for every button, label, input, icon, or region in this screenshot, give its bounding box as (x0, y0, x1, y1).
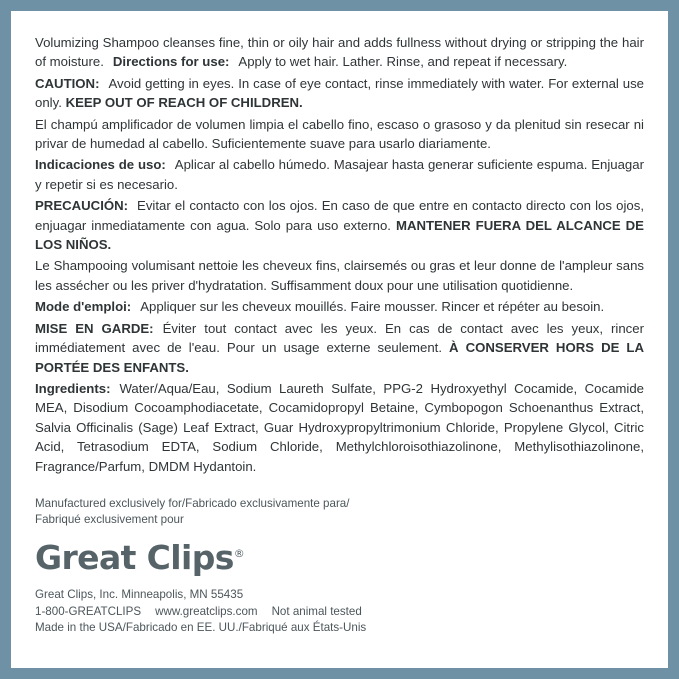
spanish-directions-block (35, 155, 644, 194)
not-animal-tested: Not animal tested (271, 604, 362, 618)
manufacturer-line-2: Fabriqué exclusivement pour (35, 513, 184, 527)
french-directions-block (35, 297, 644, 316)
ingredients-list: Water/Aqua/Eau, Sodium Laureth Sulfate, PPG-2 Hydroxyethyl Cocamide, Cocamide MEA, Disodium Cocoamphodiacetate, Cocamidopropyl Betaine, Cymbopogon Schoenanthus Extract, Salvia Officinalis (Sage) Leaf Extract, Guar Hydroxypropyltrimonium Chloride, Propylene Glycol, Citric Acid, Tetrasodium EDTA, Sodium Chloride, Methylchloroisothiazolinone, Methylisothiazolinone, Fragrance/Parfum, DMDM Hydantoin. (35, 380, 644, 474)
phone-number: 1-800-GREATCLIPS (35, 604, 142, 618)
spanish-caution-label: PRECAUCIÓN: (35, 198, 129, 214)
english-description: Volumizing Shampoo cleanses fine, thin or oily hair and adds fullness without drying or stripping the hair of moisture. (35, 35, 644, 70)
english-caution-label: CAUTION: (35, 75, 100, 91)
company-address: Great Clips, Inc. Minneapolis, MN 55435 (35, 587, 244, 601)
footer-block (35, 587, 644, 637)
website-link[interactable]: www.greatclips.com (155, 604, 258, 618)
french-directions-label: Mode d'emploi: (35, 299, 132, 315)
ingredients-block (35, 379, 644, 476)
french-description: Le Shampooing volumisant nettoie les cheveux fins, clairsemés ou gras et leur donne de l'ampleur sans les assécher ou les priver d'hydratation. Suffisamment doux pour une utilisation quotidienne. (35, 258, 644, 293)
spanish-directions-label: Indicaciones de uso: (35, 157, 166, 173)
french-caution-block (35, 319, 644, 377)
manufacturer-block (35, 496, 644, 529)
spanish-directions-text: Aplicar al cabello húmedo. Masajear hasta generar suficiente espuma. Enjuagar y repetir si es necesario. (35, 157, 644, 192)
spanish-description: El champú amplificador de volumen limpia el cabello fino, escaso o grasoso y da plenitud sin resecar ni privar de humedad al cabello. Suficientemente suave para usarlo diariamente. (35, 116, 644, 152)
spanish-caution-text: Evitar el contacto con los ojos. En caso de que entre en contacto directo con los ojos, enjuagar inmediatamente con agua. Solo para uso externo. (35, 198, 644, 233)
english-keep-out: KEEP OUT OF REACH OF CHILDREN. (65, 95, 303, 111)
french-caution-label: MISE EN GARDE: (35, 320, 154, 336)
english-directions-label: Directions for use: (112, 54, 230, 70)
english-caution-text: Avoid getting in eyes. In case of eye contact, rinse immediately with water. For external use only. (35, 75, 644, 111)
english-caution-block (35, 74, 644, 113)
spanish-keep-out: MANTENER FUERA DEL ALCANCE DE LOS NIÑOS. (35, 217, 644, 253)
french-directions-text: Appliquer sur les cheveux mouillés. Faire mousser. Rincer et répéter au besoin. (140, 299, 605, 315)
ingredients-label: Ingredients: (35, 380, 111, 396)
french-caution-text: Éviter tout contact avec les yeux. En cas de contact avec les yeux, rincer immédiatement avec de l'eau. Pour un usage externe seulement. (35, 320, 645, 356)
english-directions-text: Apply to wet hair. Lather. Rinse, and repeat if necessary. (238, 54, 568, 70)
brand-logo (35, 535, 245, 577)
registered-trademark-icon: ® (233, 546, 245, 560)
product-label-card (11, 11, 668, 668)
label-body (35, 33, 644, 476)
contact-line (35, 604, 644, 621)
manufacturer-line-1: Manufactured exclusively for/Fabricado exclusivamente para/ (35, 496, 350, 510)
english-block (35, 33, 644, 72)
brand-name: Great Clips (35, 537, 234, 577)
spanish-caution-block (35, 196, 644, 254)
french-keep-out: À CONSERVER HORS DE LA PORTÉE DES ENFANTS. (35, 340, 644, 375)
country-of-origin: Made in the USA/Fabricado en EE. UU./Fabriqué aux États-Unis (35, 621, 367, 635)
